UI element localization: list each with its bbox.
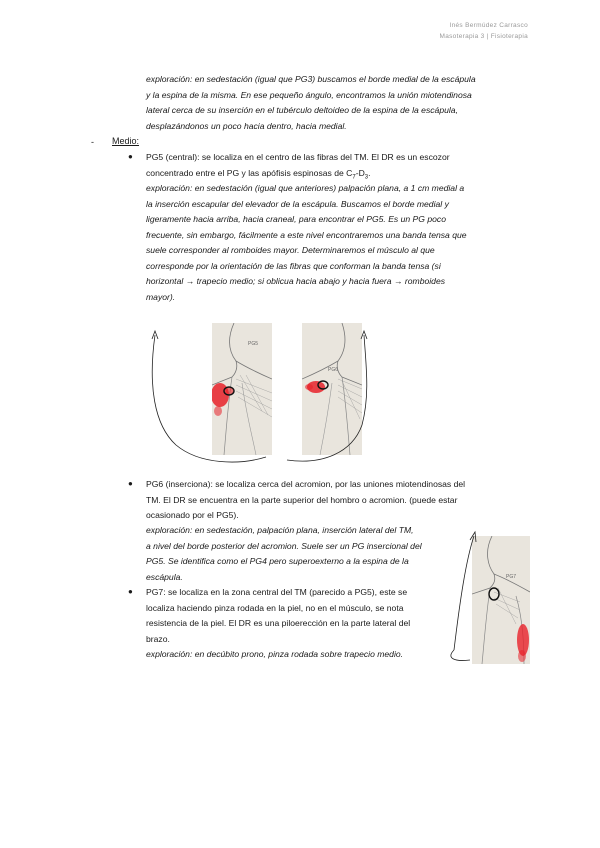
text-line: PG5 (central): se localiza en el centro de las fibras del TM. El DR es un escozor <box>146 152 450 162</box>
bullet-icon: ● <box>128 479 133 488</box>
header-course: Masoterapia 3 | Fisioterapia <box>439 33 528 40</box>
text-line: a nivel del borde posterior del acromion. Suele ser un PG insercional del <box>146 540 422 551</box>
pg7-connector-arrow <box>440 520 484 670</box>
text-line: exploración: en sedestación (igual que PG3) buscamos el borde medial de la escápula <box>146 74 476 84</box>
text-line: exploración: en sedestación, palpación plana, inserción lateral del TM, <box>146 525 414 535</box>
pg6-figure-label: PG6 <box>328 367 339 373</box>
text-line: lateral cerca de su inserción en el tubérculo deltoideo de la espina de la escápula, <box>146 105 458 115</box>
pg3-exploration <box>146 72 476 134</box>
text-line: resistencia de la piel. El DR es una piloerección en la parte lateral del <box>146 618 411 628</box>
text-line: PG5. Se identifica como el PG4 pero superoexterno a la espina de la <box>146 556 409 566</box>
text-line: exploración: en sedestación (igual que anteriores) palpación plana, a 1 cm medial a <box>146 183 465 193</box>
pg5-figure-label: PG5 <box>248 341 259 347</box>
text-line: corresponde por la orientación de las fibras que conforman la banda tensa (si <box>146 260 441 271</box>
text-line: TM. El DR se encuentra en la parte superior del hombro o acromion. (puede estar <box>146 494 458 505</box>
pg6-exploration <box>146 523 422 585</box>
pg7-description <box>146 585 410 647</box>
right-connector-arrow <box>282 325 382 475</box>
section-title: Medio: <box>112 136 140 146</box>
text-line: horizontal → trapecio medio; si oblicua hacia abajo y hacia fuera → romboides <box>146 276 446 286</box>
text-line: desplazándonos un poco hacia dentro, hacia medial. <box>146 120 347 131</box>
text-line: mayor). <box>146 291 176 302</box>
text-line: la inserción escapular del elevador de la escápula. Buscamos el borde medial y <box>146 198 449 209</box>
text-line: ligeramente hacia arriba, hacia craneal, para encontrar el PG5. Es un PG poco <box>146 214 446 224</box>
text-line: concentrado entre el PG y las apófisis espinosas de $C_7-D_3$. <box>146 167 371 181</box>
text-line: ocasionado por el PG5). <box>146 510 239 520</box>
pg5-exploration <box>146 181 467 305</box>
left-connector-arrow <box>140 325 280 475</box>
pg7-figure-label: PG7 <box>506 574 517 580</box>
pg6-description <box>146 477 465 524</box>
page-header <box>440 20 529 42</box>
text-line: PG7: se localiza en la zona central del TM (parecido a PG5), este se <box>146 587 408 597</box>
text-line: y la espina de la misma. En ese pequeño ángulo, encontramos la unión miotendinosa <box>146 89 472 100</box>
bullet-icon: ● <box>128 152 133 161</box>
pg7-exploration <box>146 647 403 663</box>
bullet-icon: ● <box>128 587 133 596</box>
text-line: localiza haciendo pinza rodada en la piel, no en el músculo, se nota <box>146 602 404 613</box>
text-line: exploración: en decúbito prono, pinza rodada sobre trapecio medio. <box>146 649 404 659</box>
header-author: Inés Bermúdez Carrasco <box>449 22 528 29</box>
text-line: frecuente, sin embargo, fácilmente a este nivel encontraremos una banda tensa que <box>146 229 467 240</box>
section-dash: - <box>91 137 94 147</box>
text-line: suele corresponder al romboides mayor. Determinaremos el músculo al que <box>146 245 435 255</box>
text-line: brazo. <box>146 633 170 644</box>
text-line: escápula. <box>146 571 183 582</box>
text-line: PG6 (inserciona): se localiza cerca del acromion, por las uniones miotendinosas del <box>146 479 466 489</box>
